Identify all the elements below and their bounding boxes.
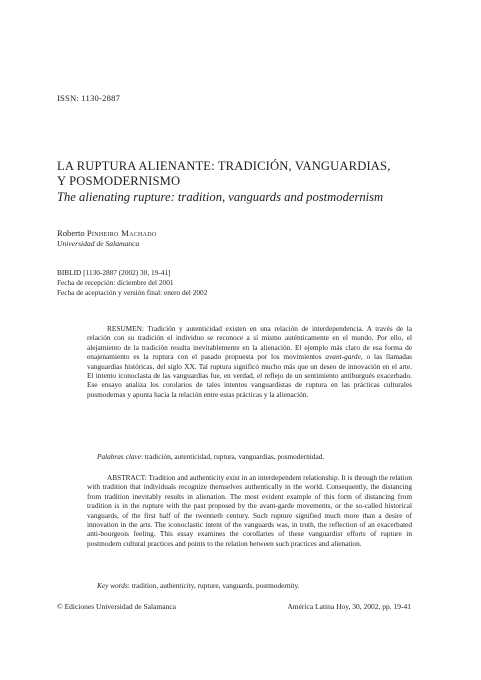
accepted-date: Fecha de aceptación y versión final: enero del 2002 xyxy=(57,288,208,298)
resumen-text-1: RESUMEN: Tradición y autenticidad existen en una relación de interdependencia. A través de la relación con su tradición el individuo se reconoce a sí mismo auténticamente en el mundo. Por ello, el alejamiento de la tradición resulta inevitablemente en la alienación. El ejemplo más claro de esa forma de enajenamiento es la ruptura con el pasado propuesta por los movimientos xyxy=(87,324,412,362)
abstract-block xyxy=(87,473,412,548)
resumen-block xyxy=(87,324,412,399)
palabras-clave-text: : tradición, autenticidad, ruptura, vanguardias, posmodernidad. xyxy=(140,452,325,461)
resumen-italic: avant-garde xyxy=(325,352,361,362)
abstract-paragraph: ABSTRACT: Tradition and authenticity exist in an interdependent relationship. It is through the relation with tradition that individuals recognize themselves authentically in the world. Consequently, the distancing from tradition inevitably results in alienation. The most evident example of this form of distancing from tradition is in the rupture with the past proposed by the avant-garde movements, or the so-called historical vanguards, of the first half of the twentieth century. Such rupture signified much more than a desire of innovation in the arts. The iconoclastic intent of the vanguards was, in truth, the reflection of an exacerbated anti-bourgeois feeling. This essay examines the corollaries of these vanguardist efforts of rupture in postmodern cultural practices and points to the relation between such practices and alienation. xyxy=(87,473,412,548)
english-title: The alienating rupture: tradition, vanguards and postmodernism xyxy=(57,190,384,204)
article-title xyxy=(57,159,437,189)
palabras-clave-label: Palabras clave xyxy=(97,452,141,461)
key-words-label: Key words xyxy=(97,581,128,590)
biblid-line: BIBLID [1130-2887 (2002) 30, 19-41] xyxy=(57,268,171,277)
biblio-info xyxy=(57,268,207,299)
footer-citation: América Latina Hoy, 30, 2002, pp. 19-41 xyxy=(287,602,411,611)
footer-publisher: © Ediciones Universidad de Salamanca xyxy=(57,602,176,611)
received-date: Fecha de recepción: diciembre del 2001 xyxy=(57,278,174,288)
title-line-1: LA RUPTURA ALIENANTE: TRADICIÓN, VANGUARDIAS, xyxy=(57,159,391,173)
title-line-2: Y POSMODERNISMO xyxy=(57,174,181,188)
key-words xyxy=(97,581,417,590)
palabras-clave xyxy=(97,452,417,461)
author-surnames: Pinheiro Machado xyxy=(86,228,157,238)
author-name xyxy=(57,228,157,238)
author-affiliation: Universidad de Salamanca xyxy=(57,239,140,248)
issn: ISSN: 1130-2887 xyxy=(57,93,121,103)
resumen-text-2: , o las llamadas vanguardias históricas, del siglo XX. Tal ruptura significó mucho más que un deseo de innovación en el arte. El intento iconoclasta de las vanguardias fue, en verdad, el reflejo de un sentimiento antiburgués exacerbado. Ese ensayo analiza los corolarios de tales intentos vanguardistas de ruptura en las prácticas culturales posmodernas y apunta hacia la relación entre estas prácticas y la alienación. xyxy=(87,352,412,399)
resumen-paragraph xyxy=(87,324,412,399)
author-first-name: Roberto xyxy=(57,228,85,238)
key-words-text: : tradition, authenticity, rupture, vanguards, postmodernity. xyxy=(127,581,300,590)
